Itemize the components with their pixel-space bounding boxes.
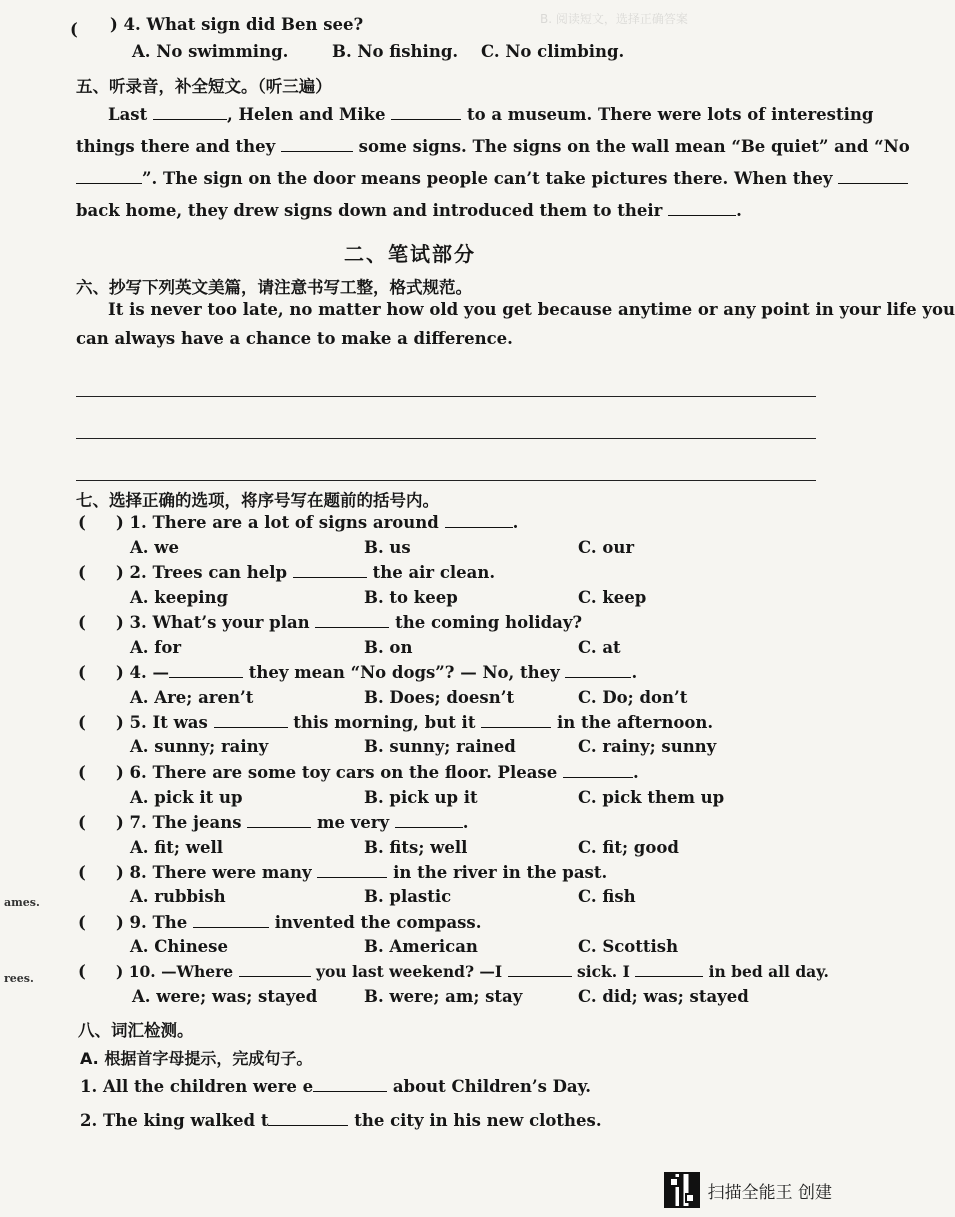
text: , Helen and Mike — [226, 105, 392, 124]
answer-paren[interactable]: ( — [78, 763, 86, 782]
copy-text-line: can always have a chance to make a difference. — [76, 329, 513, 348]
qr-code-icon — [664, 1172, 700, 1208]
option-b: B. fits; well — [364, 838, 468, 857]
passage-line — [76, 200, 742, 222]
option-b: B. American — [364, 937, 478, 956]
option-b: B. pick up it — [364, 788, 478, 807]
option-a: A. were; was; stayed — [132, 987, 318, 1006]
text: ) 5. It was — [116, 713, 214, 732]
answer-paren[interactable]: ( — [78, 913, 86, 932]
text: ) 8. There were many — [116, 863, 318, 882]
fill-blank — [317, 863, 387, 878]
section-title: 五、听录音，补全短文。（听三遍） — [76, 77, 332, 96]
copy-text-line: It is never too late, no matter how old you get because anytime or any point in your life you — [108, 300, 955, 319]
writing-line[interactable] — [76, 480, 816, 481]
fill-blank[interactable] — [313, 1077, 387, 1092]
answer-paren: ( — [70, 20, 78, 39]
option-b: B. us — [364, 538, 411, 557]
fill-blank — [445, 513, 513, 528]
text: me very — [311, 813, 395, 832]
passage-line — [76, 136, 910, 158]
fill-blank — [395, 813, 463, 828]
text: . — [462, 813, 469, 832]
answer-paren[interactable]: ( — [78, 962, 86, 981]
fill-blank[interactable] — [268, 1111, 348, 1126]
answer-paren[interactable]: ( — [78, 713, 86, 732]
option-a: A. No swimming. — [132, 42, 289, 61]
text: the coming holiday? — [389, 613, 583, 632]
text: ”. The sign on the door means people can’t take pictures there. When they — [142, 169, 839, 188]
fill-blank — [169, 663, 243, 678]
text: sick. I — [571, 962, 636, 981]
option-b: B. plastic — [364, 887, 452, 906]
scanner-brand: 扫描全能王 创建 — [707, 1182, 832, 1203]
text: about Children’s Day. — [387, 1077, 592, 1096]
text: some signs. The signs on the wall mean “Be quiet” and “No — [352, 137, 910, 156]
passage-line — [76, 168, 908, 190]
option-c: C. fit; good — [578, 838, 679, 857]
bleed-through: B. 阅读短文，选择正确答案 — [540, 12, 688, 26]
option-a: A. Are; aren’t — [130, 688, 254, 707]
section-title: 八、词汇检测。 — [78, 1021, 194, 1040]
question-stem — [116, 961, 829, 983]
option-a: A. sunny; rainy — [130, 737, 269, 756]
option-c: C. keep — [578, 588, 647, 607]
fill-blank — [214, 713, 288, 728]
text: ) 2. Trees can help — [116, 563, 293, 582]
vocab-item — [80, 1076, 591, 1098]
option-c: C. No climbing. — [481, 42, 625, 61]
question-stem — [116, 712, 713, 734]
question-stem — [116, 662, 637, 684]
question-stem — [116, 562, 495, 584]
answer-paren[interactable]: ( — [78, 513, 86, 532]
margin-fragment: rees. — [4, 972, 34, 985]
text: the city in his new clothes. — [348, 1111, 602, 1130]
fill-blank[interactable] — [76, 169, 142, 184]
text: ) 1. There are a lot of signs around — [116, 513, 445, 532]
option-a: A. keeping — [130, 588, 229, 607]
text: . — [512, 513, 519, 532]
text: in the afternoon. — [551, 713, 714, 732]
scanner-watermark — [664, 1172, 832, 1208]
option-c: C. Do; don’t — [578, 688, 688, 707]
option-a: A. we — [130, 538, 179, 557]
margin-fragment: ames. — [4, 896, 40, 909]
text: you last weekend? —I — [310, 962, 508, 981]
option-c: C. Scottish — [578, 937, 679, 956]
question-stem — [116, 862, 607, 884]
option-b: B. No fishing. — [332, 42, 459, 61]
fill-blank — [193, 913, 269, 928]
answer-paren[interactable]: ( — [78, 563, 86, 582]
text: this morning, but it — [287, 713, 482, 732]
fill-blank — [315, 613, 389, 628]
question-stem — [116, 812, 469, 834]
text: the air clean. — [366, 563, 496, 582]
option-c: C. did; was; stayed — [578, 987, 749, 1006]
question-stem — [116, 912, 481, 934]
subsection-title: A. 根据首字母提示，完成句子。 — [80, 1049, 313, 1068]
text: Last — [108, 105, 153, 124]
text: things there and they — [76, 137, 281, 156]
part-title: 二、笔试部分 — [344, 242, 476, 266]
text: ) 9. The — [116, 913, 194, 932]
option-b: B. to keep — [364, 588, 458, 607]
question-stem — [116, 762, 639, 784]
fill-blank — [293, 563, 367, 578]
section-title: 七、选择正确的选项，将序号写在题前的括号内。 — [76, 491, 439, 510]
text: ) 10. —Where — [116, 962, 239, 981]
text: ) 4. — — [116, 663, 170, 682]
option-a: A. for — [130, 638, 182, 657]
fill-blank — [247, 813, 311, 828]
option-a: A. rubbish — [130, 887, 226, 906]
option-c: C. rainy; sunny — [578, 737, 717, 756]
fill-blank[interactable] — [668, 201, 736, 216]
answer-paren[interactable]: ( — [78, 613, 86, 632]
option-a: A. pick it up — [130, 788, 243, 807]
option-b: B. on — [364, 638, 413, 657]
text: in the river in the past. — [387, 863, 608, 882]
text: 2. The king walked t — [80, 1111, 269, 1130]
text: . — [632, 763, 639, 782]
fill-blank — [481, 713, 551, 728]
fill-blank — [635, 962, 703, 977]
text: ) 6. There are some toy cars on the floor. Please — [116, 763, 563, 782]
option-a: A. fit; well — [130, 838, 223, 857]
fill-blank[interactable] — [153, 105, 227, 120]
text: . — [736, 201, 742, 220]
fill-blank[interactable] — [838, 169, 908, 184]
option-b: B. sunny; rained — [364, 737, 516, 756]
text: ) 3. What’s your plan — [116, 613, 316, 632]
text: to a museum. There were lots of interesting — [461, 105, 874, 124]
option-a: A. Chinese — [130, 937, 228, 956]
vocab-item — [80, 1110, 602, 1132]
option-c: C. pick them up — [578, 788, 725, 807]
answer-paren[interactable]: ( — [78, 813, 86, 832]
writing-line[interactable] — [76, 438, 816, 439]
passage-line — [108, 104, 873, 126]
fill-blank — [563, 763, 633, 778]
answer-paren[interactable]: ( — [78, 863, 86, 882]
text: back home, they drew signs down and introduced them to their — [76, 201, 669, 220]
fill-blank[interactable] — [391, 105, 461, 120]
fill-blank — [565, 663, 631, 678]
option-c: C. our — [578, 538, 635, 557]
text: 1. All the children were e — [80, 1077, 314, 1096]
text: ) 7. The jeans — [116, 813, 248, 832]
answer-paren[interactable]: ( — [78, 663, 86, 682]
question-stem: ) 4. What sign did Ben see? — [110, 15, 364, 34]
text: invented the compass. — [269, 913, 482, 932]
option-c: C. fish — [578, 887, 636, 906]
writing-line[interactable] — [76, 396, 816, 397]
text: in bed all day. — [703, 962, 829, 981]
fill-blank — [508, 962, 572, 977]
question-stem — [116, 612, 582, 634]
text: they mean “No dogs”? — No, they — [243, 663, 566, 682]
option-b: B. Does; doesn’t — [364, 688, 515, 707]
option-c: C. at — [578, 638, 621, 657]
fill-blank[interactable] — [281, 137, 353, 152]
text: . — [631, 663, 638, 682]
option-b: B. were; am; stay — [364, 987, 523, 1006]
section-title: 六、抄写下列英文美篇，请注意书写工整，格式规范。 — [76, 278, 472, 297]
question-stem — [116, 512, 518, 534]
fill-blank — [239, 962, 311, 977]
